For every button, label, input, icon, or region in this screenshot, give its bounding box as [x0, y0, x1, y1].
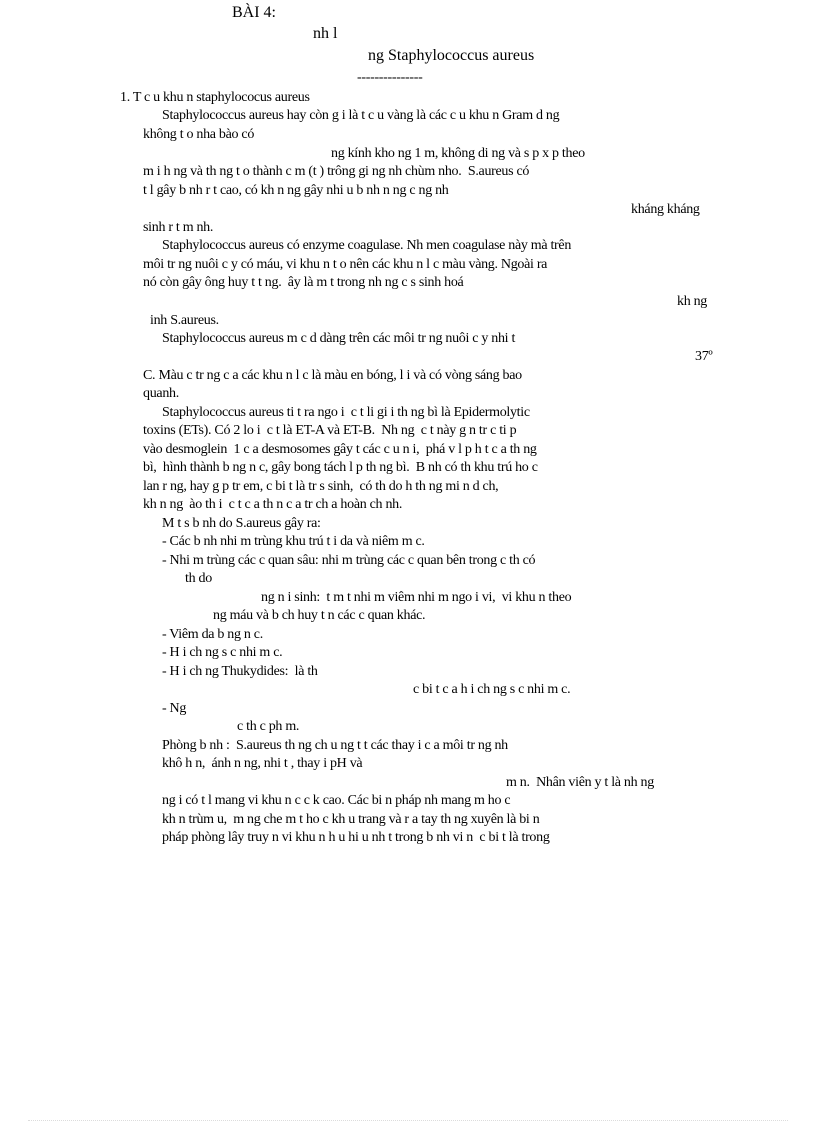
list-item: - Các b nh nhi m trùng khu trú t i da và niêm m c. — [162, 534, 425, 549]
title-fragment: nh l — [313, 25, 338, 42]
text-line: khô h n, ánh n ng, nhi t , thay i pH và — [162, 756, 363, 771]
text-line: kh ng — [677, 294, 708, 309]
lesson-heading: BÀI 4: — [232, 4, 276, 21]
title-separator: --------------- — [357, 70, 423, 85]
temperature-value: 37º — [695, 349, 713, 364]
text-line: inh S.aureus. — [150, 313, 219, 328]
text-line: Staphylococcus aureus ti t ra ngo i c t li gi i th ng bì là Epidermolytic — [162, 405, 530, 420]
text-line: c th c ph m. — [237, 719, 300, 734]
text-line: vào desmoglein 1 c a desmosomes gây t các c u n i, phá v l p h t c a th ng — [143, 442, 537, 457]
text-line: ng n i sinh: t m t nhi m viêm nhi m ngo i vi, vi khu n theo — [261, 590, 572, 605]
text-line: Staphylococcus aureus có enzyme coagulase. Nh men coagulase này mà trên — [162, 238, 572, 253]
text-line: sinh r t m nh. — [143, 220, 214, 235]
text-line: ng kính kho ng 1 m, không di ng và s p x p theo — [331, 146, 585, 161]
text-line: nó còn gây ông huy t t ng. ây là m t trong nh ng c s sinh hoá — [143, 275, 464, 290]
text-line: m i h ng và th ng t o thành c m (t ) trông gi ng nh chùm nho. S.aureus có — [143, 164, 530, 179]
text-line: c bi t c a h i ch ng s c nhi m c. — [413, 682, 571, 697]
text-line: C. Màu c tr ng c a các khu n l c là màu en bóng, l i và có vòng sáng bao — [143, 368, 522, 383]
text-line: quanh. — [143, 386, 179, 401]
text-line: kháng kháng — [631, 202, 700, 217]
text-line: m n. Nhân viên y t là nh ng — [506, 775, 654, 790]
text-line: lan r ng, hay g p tr em, c bi t là tr s sinh, có th do h th ng mi n d ch, — [143, 479, 499, 494]
text-line: ng máu và b ch huy t n các c quan khác. — [213, 608, 426, 623]
list-item: - Nhi m trùng các c quan sâu: nhi m trùng các c quan bên trong c th có — [162, 553, 536, 568]
text-line: Staphylococcus aureus m c d dàng trên các môi tr ng nuôi c y nhi t — [162, 331, 516, 346]
text-line: M t s b nh do S.aureus gây ra: — [162, 516, 321, 531]
text-line: toxins (ETs). Có 2 lo i c t là ET-A và ET-B. Nh ng c t này g n tr c ti p — [143, 423, 517, 438]
text-line: ng i có t l mang vi khu n c c k cao. Các bi n pháp nh mang m ho c — [162, 793, 511, 808]
text-line: bì, hình thành b ng n c, gây bong tách l p th ng bì. B nh có th khu trú ho c — [143, 460, 538, 475]
text-line: môi tr ng nuôi c y có máu, vi khu n t o nên các khu n l c màu vàng. Ngoài ra — [143, 257, 548, 272]
text-line: kh n ng ào th i c t c a th n c a tr ch a hoàn ch nh. — [143, 497, 403, 512]
list-item: - Viêm da b ng n c. — [162, 627, 263, 642]
text-line: không t o nha bào có — [143, 127, 255, 142]
page-bottom-rule — [28, 1120, 788, 1121]
text-line: th do — [185, 571, 212, 586]
section-heading: 1. T c u khu n staphylococus aureus — [120, 90, 310, 105]
text-line: pháp phòng lây truy n vi khu n h u hi u nh t trong b nh vi n c bi t là trong — [162, 830, 550, 845]
list-item: - Ng — [162, 701, 187, 716]
text-line: Staphylococcus aureus hay còn g i là t c u vàng là các c u khu n Gram d ng — [162, 108, 560, 123]
list-item: - H i ch ng s c nhi m c. — [162, 645, 283, 660]
document-subtitle: ng Staphylococcus aureus — [368, 47, 535, 64]
text-line: kh n trùm u, m ng che m t ho c kh u trang và r a tay th ng xuyên là bi n — [162, 812, 540, 827]
text-line: t l gây b nh r t cao, có kh n ng gây nhi u b nh n ng c ng nh — [143, 183, 449, 198]
list-item: - H i ch ng Thukydides: là th — [162, 664, 318, 679]
text-line: Phòng b nh : S.aureus th ng ch u ng t t các thay i c a môi tr ng nh — [162, 738, 508, 753]
